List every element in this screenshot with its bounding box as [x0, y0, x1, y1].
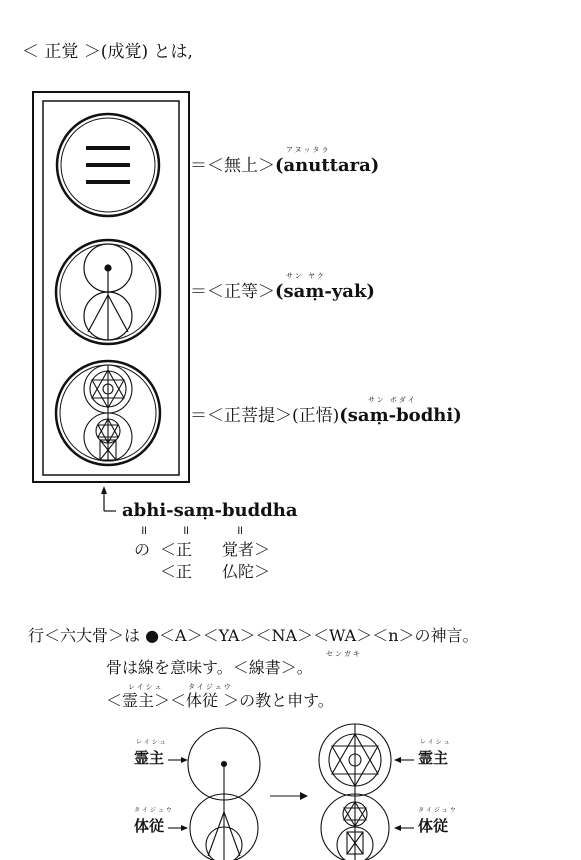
body-line3-ruby-a: レイシュ: [128, 683, 164, 691]
gloss-kakusha: 覚者＞: [222, 540, 271, 559]
row-anuttara-eq: ＝＜無上＞: [190, 156, 275, 176]
body-line3-ruby-b: タイジュウ: [188, 683, 233, 691]
row-samyak-term: (saṃ-yak): [275, 281, 375, 302]
ruby-samyak: サン ヤク: [286, 272, 326, 280]
body-line2: 骨は線を意味す。＜線書＞。: [106, 658, 313, 677]
label-left-top: 霊主: [134, 749, 165, 767]
ruby-anuttara: アヌッタラ: [286, 146, 331, 154]
ruby-sambodhi: サン ボダイ: [368, 396, 417, 404]
label-right-top-ruby: レイシュ: [420, 739, 452, 746]
gloss-sei-2: ＜正: [160, 562, 193, 581]
eq-mark-1: ॥: [140, 523, 148, 537]
gloss-sei-1: ＜正: [160, 540, 193, 559]
label-left-bottom: 体従: [134, 817, 165, 835]
eq-mark-2: ॥: [182, 523, 190, 537]
reishu-right-symbol: [319, 724, 391, 860]
gloss-no: の: [134, 540, 151, 559]
body-line2-ruby: センガキ: [326, 650, 362, 658]
heading: ＜ 正覚 ＞(成覚) とは,: [22, 42, 193, 62]
eq-mark-3: ॥: [236, 523, 244, 537]
row-anuttara-term: (anuttara): [275, 155, 380, 176]
pointer-label: abhi-saṃ-buddha: [122, 500, 298, 521]
row-sambodhi-term: (saṃ-bodhi): [339, 405, 462, 426]
body-line1: 行＜六大骨＞は ●＜A＞＜YA＞＜NA＞＜WA＞＜n＞の神言。: [28, 626, 479, 645]
label-left-bottom-ruby: タイジュウ: [134, 807, 174, 814]
label-right-bottom: 体従: [418, 817, 449, 835]
label-left-top-ruby: レイシュ: [136, 739, 168, 746]
row-samyak-eq: ＝＜正等＞: [190, 282, 275, 302]
body-line3: ＜霊主＞＜体従 ＞の教と申す。: [106, 691, 334, 710]
label-right-top: 霊主: [418, 749, 449, 767]
row-sambodhi-eq: ＝＜正菩提＞(正悟): [190, 406, 340, 426]
gloss-budda: 仏陀＞: [222, 562, 271, 581]
label-right-bottom-ruby: タイジュウ: [418, 807, 458, 814]
